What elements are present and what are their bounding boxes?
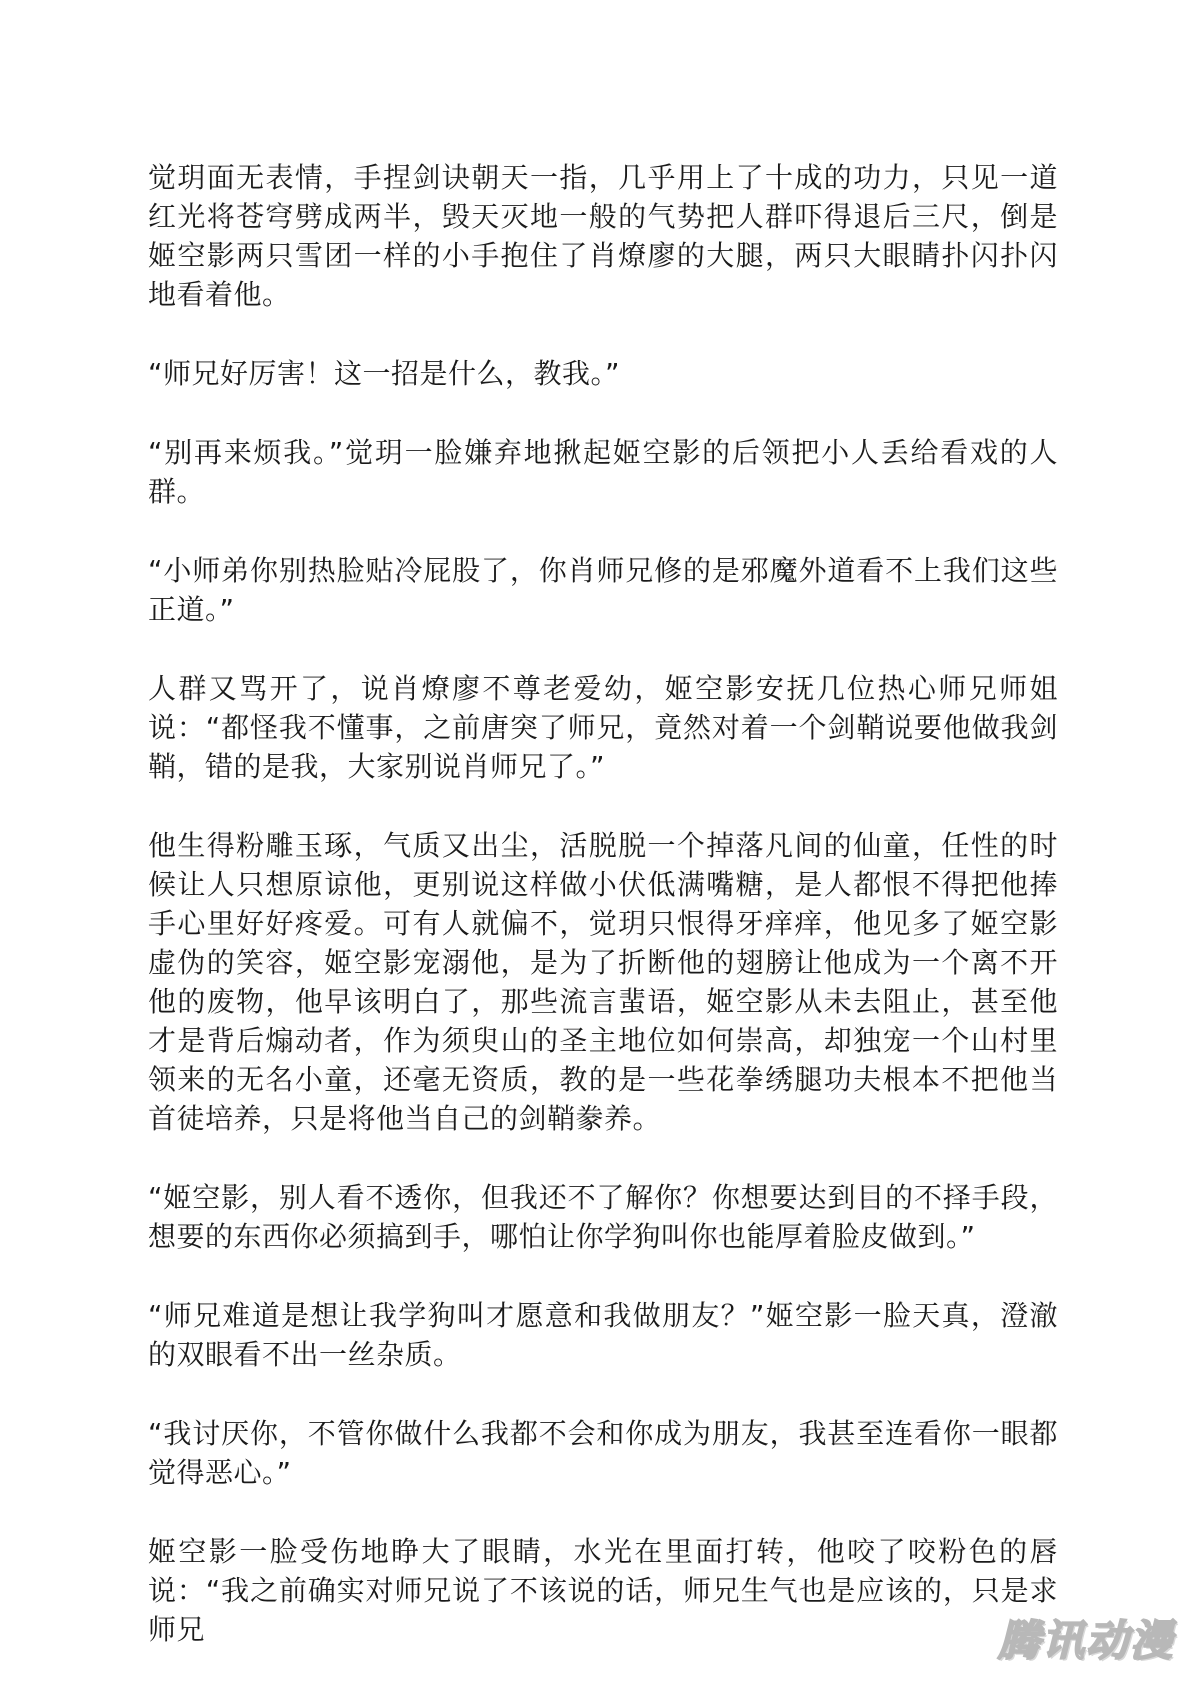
paragraph-9: “我讨厌你，不管你做什么我都不会和你成为朋友，我甚至连看你一眼都觉得恶心。”: [148, 1417, 1058, 1489]
paragraph-4: “小师弟你别热脸贴冷屁股了，你肖师兄修的是邪魔外道看不上我们这些正道。”: [148, 554, 1058, 626]
paragraph-5: 人群又骂开了，说肖燎廖不尊老爱幼，姬空影安抚几位热心师兄师姐说：“都怪我不懂事，之前唐突了师兄，竟然对着一个剑鞘说要他做我剑鞘，错的是我，大家别说肖师兄了。”: [148, 672, 1058, 783]
document-body: [148, 158, 1058, 1689]
paragraph-3: “别再来烦我。”觉玥一脸嫌弃地揪起姬空影的后领把小人丢给看戏的人群。: [148, 436, 1058, 508]
paragraph-1: 觉玥面无表情，手捏剑诀朝天一指，几乎用上了十成的功力，只见一道红光将苍穹劈成两半，毁天灭地一般的气势把人群吓得退后三尺，倒是姬空影两只雪团一样的小手抱住了肖燎廖的大腿，两只大眼睛扑闪扑闪地看着他。: [148, 161, 1058, 311]
paragraph-2: “师兄好厉害！这一招是什么，教我。”: [148, 357, 621, 390]
paragraph-6: 他生得粉雕玉琢，气质又出尘，活脱脱一个掉落凡间的仙童，任性的时候让人只想原谅他，更别说这样做小伏低满嘴糖，是人都恨不得把他捧手心里好好疼爱。可有人就偏不，觉玥只恨得牙痒痒，他见多了姬空影虚伪的笑容，姬空影宠溺他，是为了折断他的翅膀让他成为一个离不开他的废物，他早该明白了，那些流言蜚语，姬空影从未去阻止，甚至他才是背后煽动者，作为须臾山的圣主地位如何崇高，却独宠一个山村里领来的无名小童，还毫无资质，教的是一些花拳绣腿功夫根本不把他当首徒培养，只是将他当自己的剑鞘豢养。: [148, 829, 1058, 1135]
watermark-logo: 腾讯动漫: [997, 1616, 1174, 1665]
paragraph-8: “师兄难道是想让我学狗叫才愿意和我做朋友？”姬空影一脸天真，澄澈的双眼看不出一丝杂质。: [148, 1299, 1058, 1371]
paragraph-10: 姬空影一脸受伤地睁大了眼睛，水光在里面打转，他咬了咬粉色的唇说：“我之前确实对师兄说了不该说的话，师兄生气也是应该的，只是求师兄: [148, 1535, 1058, 1646]
paragraph-7: “姬空影，别人看不透你，但我还不了解你？你想要达到目的不择手段，想要的东西你必须搞到手，哪怕让你学狗叫你也能厚着脸皮做到。”: [148, 1181, 1058, 1253]
